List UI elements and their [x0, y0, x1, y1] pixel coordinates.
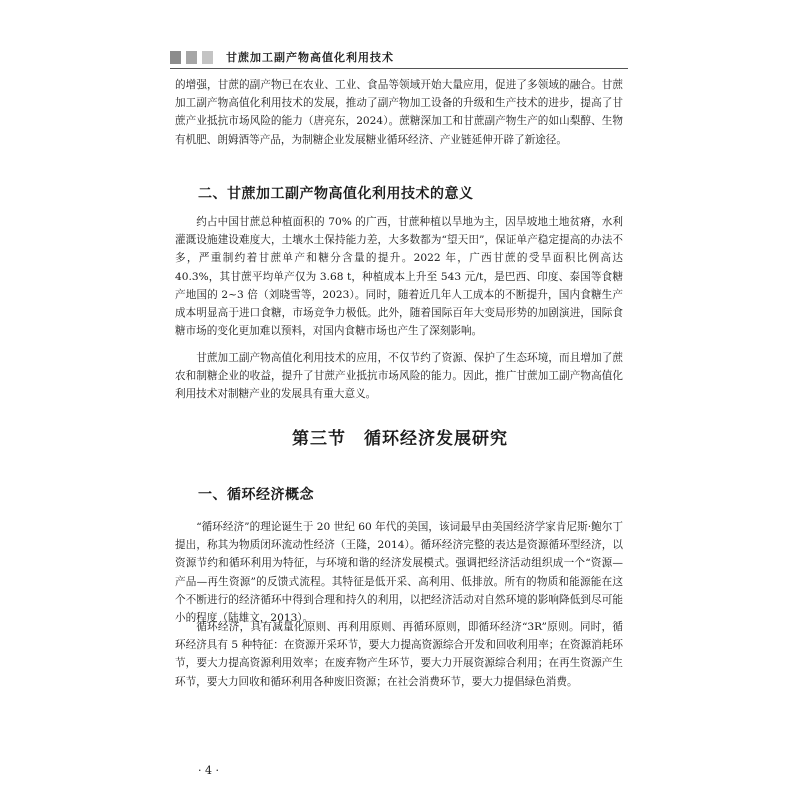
paragraph-guangxi: 约占中国甘蔗总种植面积的 70% 的广西，甘蔗种植以旱地为主，因旱坡地土地贫瘠，水利灌溉设施建设难度大，土壤水土保持能力差，大多数都为“望天田”，保证单产稳定提高的办法不多，严重制约着甘蔗单产和糖分含量的提升。2022 年，广西甘蔗的受旱面积比例高达 40.3%，其甘蔗平均单产仅为 3.68 t，种植成本上升至 543 元/t，是巴西、印度、泰国等食糖产地国的 2~3 倍（刘晓雪等，2023）。同时，随着近几年人工成本的不断提升，国内食糖生产成本明显高于进口食糖，市场竞争力极低。此外，随着国际百年大变局形势的加剧演进，国际食糖市场的变化更加难以预料，对国内食糖市场也产生了深刻影响。 [175, 216, 623, 338]
section-heading-significance: 二、甘蔗加工副产物高值化利用技术的意义 [198, 186, 474, 202]
page-number: · 4 · [198, 764, 219, 777]
paragraph-principles: 循环经济，具有减量化原则、再利用原则、再循环原则，即循环经济“3R”原则。同时，循环经济具有 5 种特征：在资源开采环节，要大力提高资源综合开发和回收利用率；在资源消耗环节，要大力提高资源利用效率；在废弃物产生环节，要大力开展资源综合利用；在再生资源产生环节，要大力回收和循环利用各种废旧资源；在社会消费环节，要大力提倡绿色消费。 [175, 621, 623, 688]
paragraph-application: 甘蔗加工副产物高值化利用技术的应用，不仅节约了资源、保护了生态环境，而且增加了蔗农和制糖企业的收益，提升了甘蔗产业抵抗市场风险的能力。因此，推广甘蔗加工副产物高值化利用技术对制糖产业的发展具有重大意义。 [175, 352, 623, 401]
header-decor-block [186, 51, 197, 64]
chapter-section-title: 第三节 循环经济发展研究 [292, 429, 508, 449]
paragraph-continued: 的增强，甘蔗的副产物已在农业、工业、食品等领域开始大量应用，促进了多领域的融合。甘蔗加工副产物高值化利用技术的发展，推动了副产物加工设备的升级和生产技术的进步，提高了甘蔗产业抵抗市场风险的能力（唐亮东，2024）。蔗糖深加工和甘蔗副产物生产的如山梨醇、生物有机肥、朗姆酒等产品，为制糖企业发展糖业循环经济、产业链延伸开辟了新途径。 [175, 79, 623, 146]
running-header [170, 46, 628, 69]
running-header-title: 甘蔗加工副产物高值化利用技术 [226, 51, 394, 64]
header-decor-block [202, 51, 213, 64]
section-heading-concept: 一、循环经济概念 [198, 487, 314, 503]
paragraph-concept: “循环经济”的理论诞生于 20 世纪 60 年代的美国，该词最早由美国经济学家肯尼斯·鲍尔丁提出，称其为物质闭环流动性经济（王隆，2014）。循环经济完整的表达是资源循环型经济，以资源节约和循环利用为特征，与环境和谐的经济发展模式。强调把经济活动组织成一个“资源—产品—再生资源”的反馈式流程。其特征是低开采、高利用、低排放。所有的物质和能源能在这个不断进行的经济循环中得到合理和持久的利用，以把经济活动对自然环境的影响降低到尽可能小的程度（陆雄文，2013）。 [175, 521, 623, 625]
header-decor-block [170, 51, 181, 64]
